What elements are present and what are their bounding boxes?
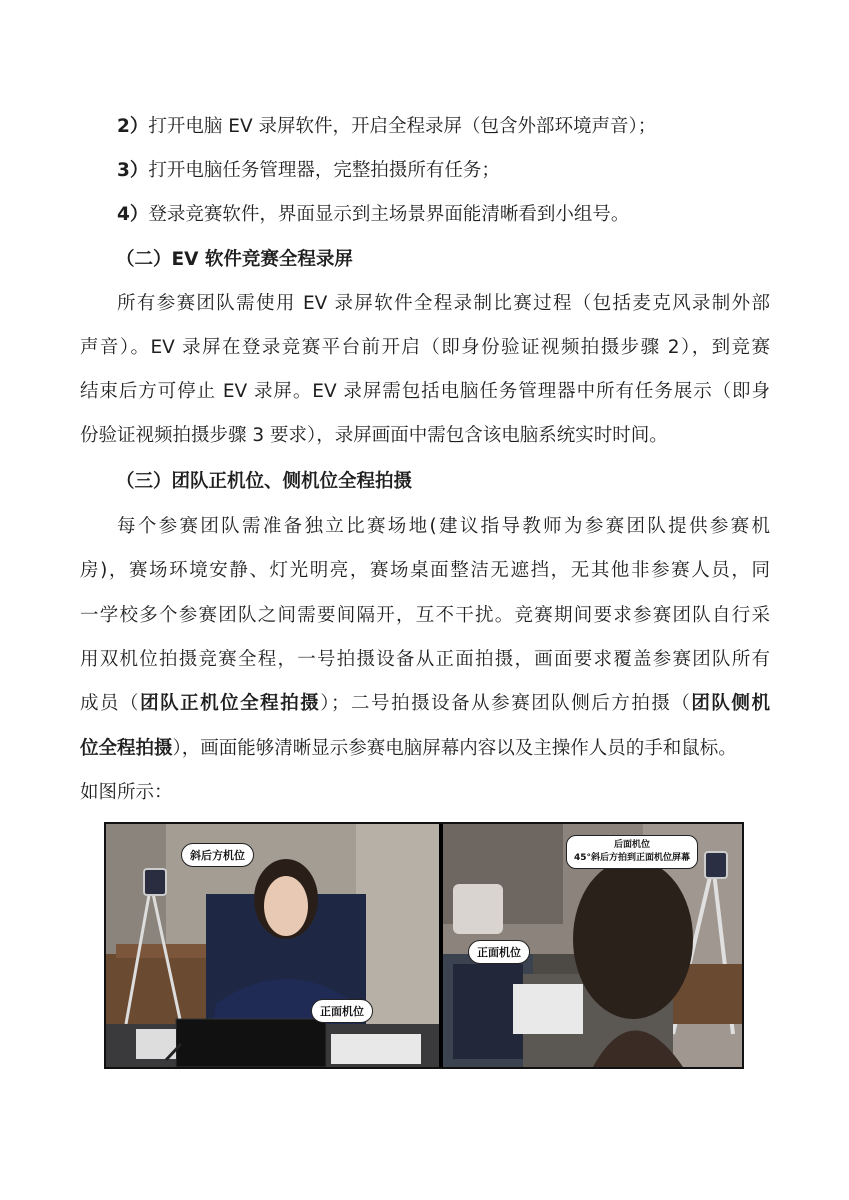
section-2-heading: （二）EV 软件竞赛全程录屏: [116, 249, 353, 270]
section-3-paragraph-line: [80, 737, 737, 761]
section-2-paragraph-line: 所有参赛团队需使用 EV 录屏软件全程录制比赛过程（包括麦克风录制外部: [117, 293, 770, 314]
section-3-heading: （三）团队正机位、侧机位全程拍摄: [116, 471, 413, 492]
text-run: ），画面能够清晰显示参赛电脑屏幕内容以及主操作人员的手和鼠标。: [172, 738, 737, 759]
section-3-paragraph-line: 如图所示：: [80, 782, 173, 803]
text-run: 成员（: [80, 693, 141, 714]
step-3: [117, 159, 500, 183]
step-number: 2）: [117, 116, 149, 137]
section-2-paragraph-line: 结束后方可停止 EV 录屏。EV 录屏需包括电脑任务管理器中所有任务展示（即身: [80, 381, 770, 402]
step-number: 3）: [117, 160, 149, 181]
section-2-paragraph-line: 声音）。EV 录屏在登录竞赛平台前开启（即身份验证视频拍摄步骤 2），到竞赛: [80, 337, 770, 358]
rear-camera-label: 斜后方机位: [181, 843, 254, 867]
front-camera-label: 正面机位: [311, 999, 373, 1023]
section-3-paragraph-line: [80, 692, 770, 716]
rear-camera-label-line2: 45°斜后方拍到正面机位屏幕: [574, 853, 691, 863]
section-3-paragraph-line: 用双机位拍摄竞赛全程，一号拍摄设备从正面拍摄，画面要求覆盖参赛团队所有: [80, 649, 770, 670]
bold-text-run: 位全程拍摄: [80, 738, 173, 759]
front-camera-label-right: 正面机位: [468, 940, 530, 964]
step-number: 4）: [117, 204, 149, 225]
text-run: ）；二号拍摄设备从参赛团队侧后方拍摄（: [320, 693, 692, 714]
bold-text-run: 团队正机位全程拍摄: [140, 693, 321, 714]
section-3-paragraph-line: 每个参赛团队需准备独立比赛场地(建议指导教师为参赛团队提供参赛机: [117, 516, 770, 537]
step-text: 打开电脑 EV 录屏软件，开启全程录屏（包含外部环境声音）；: [148, 116, 657, 137]
section-2-paragraph-line: 份验证视频拍摄步骤 3 要求），录屏画面中需包含该电脑系统实时时间。: [80, 425, 668, 446]
rear-camera-label-line1: 后面机位: [614, 840, 651, 850]
bold-text-run: 团队侧机: [691, 693, 770, 714]
rear-camera-label-right: [566, 835, 698, 869]
section-3-paragraph-line: 一学校多个参赛团队之间需要间隔开，互不干扰。竞赛期间要求参赛团队自行采: [80, 605, 770, 626]
step-2: [117, 115, 656, 139]
side-rear-view-photo: [443, 824, 742, 1067]
step-text: 打开电脑任务管理器，完整拍摄所有任务；: [148, 160, 500, 181]
front-view-photo: [106, 824, 439, 1067]
front-view-illustration: [106, 824, 439, 1067]
camera-setup-figure: [104, 822, 744, 1069]
step-text: 登录竞赛软件，界面显示到主场景界面能清晰看到小组号。: [148, 204, 630, 225]
step-4: [117, 203, 629, 227]
section-3-paragraph-line: 房)，赛场环境安静、灯光明亮，赛场桌面整洁无遮挡，无其他非参赛人员，同: [80, 560, 770, 581]
